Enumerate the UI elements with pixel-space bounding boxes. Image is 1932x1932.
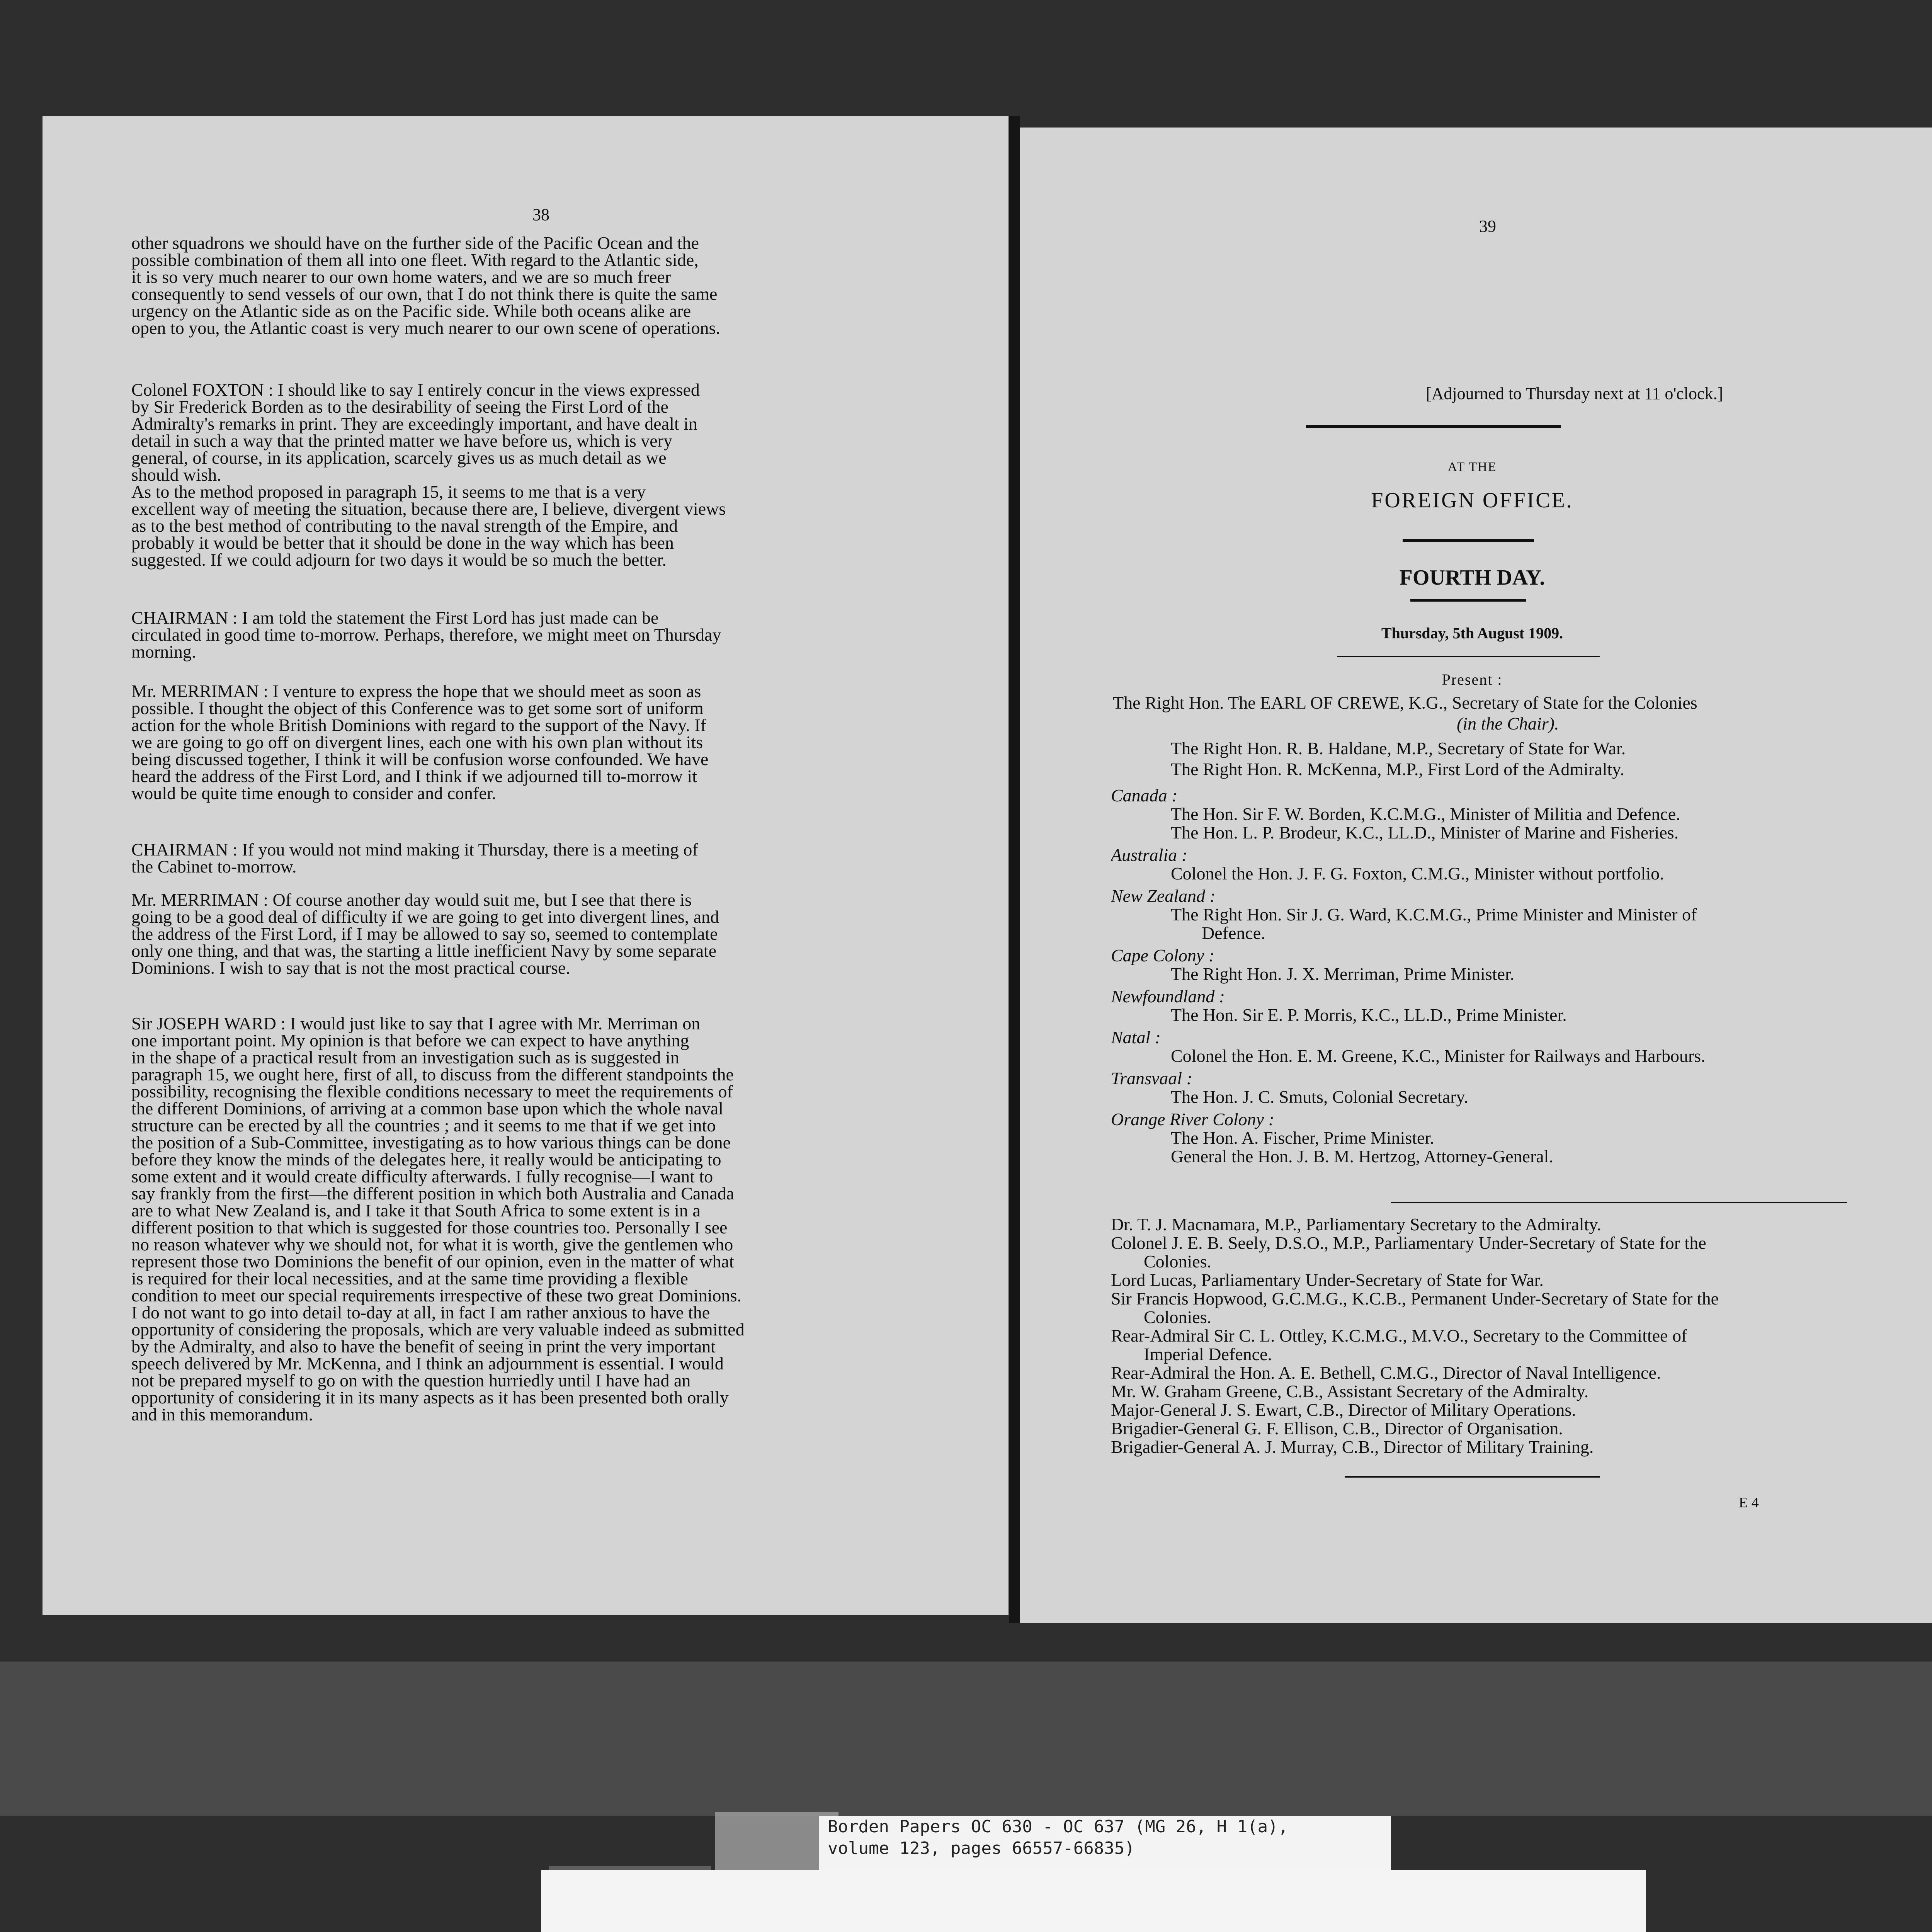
text-line: by the Admiralty, and also to have the benefit of seeing in print the very important	[131, 1337, 716, 1356]
text-line: the Cabinet to-morrow.	[131, 857, 297, 876]
text-line: paragraph 15, we ought here, first of all, to discuss from the different standpoints the	[131, 1065, 734, 1084]
text-line: as to the best method of contributing to the naval strength of the Empire, and	[131, 516, 678, 536]
text-line: The Right Hon. J. X. Merriman, Prime Minister.	[1171, 964, 1515, 984]
venue-heading: FOREIGN OFFICE.	[1371, 488, 1573, 512]
text-line: only one thing, and that was, the starting a little inefficient Navy by some separate	[131, 941, 717, 961]
text-line: Colonel J. E. B. Seely, D.S.O., M.P., Parliamentary Under-Secretary of State for the	[1111, 1233, 1706, 1253]
text-line: Mr. MERRIMAN : I venture to express the hope that we should meet as soon as	[131, 681, 701, 701]
text-line: I do not want to go into detail to-day at all, in fact I am rather anxious to have the	[131, 1303, 710, 1322]
text-line: Mr. W. Graham Greene, C.B., Assistant Secretary of the Admiralty.	[1111, 1381, 1589, 1401]
text-line: Dominions. I wish to say that is not the most practical course.	[131, 958, 570, 978]
text-line: Rear-Admiral the Hon. A. E. Bethell, C.M.G., Director of Naval Intelligence.	[1111, 1363, 1661, 1383]
text-line: Australia :	[1111, 845, 1188, 865]
text-line: Colonies.	[1144, 1307, 1212, 1327]
text-line: Colonel the Hon. J. F. G. Foxton, C.M.G., Minister without portfolio.	[1171, 864, 1664, 883]
text-line: The Hon. Sir F. W. Borden, K.C.M.G., Minister of Militia and Defence.	[1171, 804, 1680, 824]
text-line: by Sir Frederick Borden as to the desirability of seeing the First Lord of the	[131, 397, 668, 417]
text-line: Dr. T. J. Macnamara, M.P., Parliamentary Secretary to the Admiralty.	[1111, 1214, 1601, 1234]
text-line: the different Dominions, of arriving at a common base upon which the whole naval	[131, 1099, 724, 1118]
text-line: CHAIRMAN : If you would not mind making it Thursday, there is a meeting of	[131, 840, 698, 859]
text-line: some extent and it would create difficulty afterwards. I fully recognise—I want to	[131, 1167, 713, 1186]
text-line: morning.	[131, 642, 196, 662]
text-line: action for the whole British Dominions with regard to the support of the Navy. If	[131, 715, 706, 735]
text-line: Brigadier-General A. J. Murray, C.B., Director of Military Training.	[1111, 1437, 1594, 1457]
text-line: Natal :	[1111, 1027, 1161, 1047]
page-number: 39	[1479, 217, 1496, 236]
text-line: Colonel the Hon. E. M. Greene, K.C., Minister for Railways and Harbours.	[1171, 1046, 1706, 1066]
text-line: the position of a Sub-Committee, investigating as to how various things can be done	[131, 1133, 731, 1152]
text-line: possibility, recognising the flexible conditions necessary to meet the requirements of	[131, 1082, 733, 1101]
text-line: urgency on the Atlantic side as on the Pacific side. While both oceans alike are	[131, 301, 691, 321]
text-line: Rear-Admiral Sir C. L. Ottley, K.C.M.G., M.V.O., Secretary to the Committee of	[1111, 1326, 1687, 1345]
text-line: possible combination of them all into one fleet. With regard to the Atlantic side,	[131, 250, 699, 270]
text-line: one important point. My opinion is that before we can expect to have anything	[131, 1031, 689, 1050]
text-line: General the Hon. J. B. M. Hertzog, Attorney-General.	[1171, 1146, 1553, 1166]
background-band	[0, 1662, 1932, 1816]
text-line: Sir Francis Hopwood, G.C.M.G., K.C.B., Permanent Under-Secretary of State for the	[1111, 1289, 1719, 1308]
chair-line: (in the Chair).	[1457, 714, 1559, 733]
text-line: speech delivered by Mr. McKenna, and I think an adjournment is essential. I would	[131, 1354, 724, 1373]
text-line: Canada :	[1111, 786, 1178, 805]
text-line: The Hon. J. C. Smuts, Colonial Secretary.	[1171, 1087, 1468, 1107]
divider	[1403, 539, 1534, 542]
divider	[1306, 425, 1561, 428]
text-line: opportunity of considering the proposals, which are very valuable indeed as submitted	[131, 1320, 745, 1339]
text-line: As to the method proposed in paragraph 15, it seems to me that is a very	[131, 482, 646, 502]
text-line: opportunity of considering it in its many aspects as it has been presented both orally	[131, 1388, 729, 1407]
text-line: no reason whatever why we should not, for what it is worth, give the gentlemen who	[131, 1235, 733, 1254]
text-line: probably it would be better that it should be done in the way which has been	[131, 533, 674, 553]
text-line: other squadrons we should have on the further side of the Pacific Ocean and the	[131, 233, 699, 253]
meeting-date: Thursday, 5th August 1909.	[1381, 624, 1563, 642]
text-line: condition to meet our special requirements irrespective of these two great Dominions.	[131, 1286, 742, 1305]
text-line: Lord Lucas, Parliamentary Under-Secretary of State for War.	[1111, 1270, 1544, 1290]
text-line: heard the address of the First Lord, and I think if we adjourned till to-morrow it	[131, 766, 697, 786]
text-line: before they know the minds of the delegates here, it really would be anticipating to	[131, 1150, 721, 1169]
archive-reference-line: Borden Papers OC 630 - OC 637 (MG 26, H 1(a),	[828, 1817, 1289, 1837]
page-number: 38	[532, 205, 549, 224]
text-line: not be prepared myself to go on with the question hurriedly until I have had an	[131, 1371, 691, 1390]
text-line: going to be a good deal of difficulty if we are going to get into divergent lines, and	[131, 907, 719, 927]
text-line: Brigadier-General G. F. Ellison, C.B., Director of Organisation.	[1111, 1418, 1563, 1438]
minister-line: The Right Hon. R. B. Haldane, M.P., Secretary of State for War.	[1171, 738, 1626, 758]
text-line: would be quite time enough to consider and confer.	[131, 783, 497, 803]
text-line: Newfoundland :	[1111, 986, 1225, 1006]
text-line: represent those two Dominions the benefit of our opinion, even in the matter of what	[131, 1252, 734, 1271]
divider	[1410, 599, 1526, 602]
binding-gutter	[1009, 116, 1020, 1623]
archive-reference-line: volume 123, pages 66557-66835)	[828, 1838, 1135, 1858]
text-line: consequently to send vessels of our own, that I do not think there is quite the same	[131, 284, 718, 304]
text-line: in the shape of a practical result from an investigation such as is suggested in	[131, 1048, 679, 1067]
text-line: Colonel FOXTON : I should like to say I entirely concur in the views expressed	[131, 380, 700, 400]
text-line: it is so very much nearer to our own home waters, and we are so much freer	[131, 267, 671, 287]
text-line: suggested. If we could adjourn for two days it would be so much the better.	[131, 550, 667, 570]
text-line: and in this memorandum.	[131, 1405, 313, 1424]
signature-mark: E 4	[1739, 1495, 1759, 1511]
text-line: Orange River Colony :	[1111, 1109, 1274, 1129]
text-line: Transvaal :	[1111, 1068, 1192, 1088]
text-line: being discussed together, I think it will be confusion worse confounded. We have	[131, 749, 709, 769]
text-line: Defence.	[1202, 923, 1265, 943]
text-line: structure can be erected by all the countries ; and it seems to me that if we get into	[131, 1116, 716, 1135]
left-page	[43, 116, 1009, 1615]
day-heading: FOURTH DAY.	[1399, 566, 1545, 590]
divider	[1337, 656, 1600, 657]
divider	[1345, 1476, 1600, 1478]
chair-line: The Right Hon. The EARL OF CREWE, K.G., Secretary of State for the Colonies	[1113, 693, 1697, 713]
text-line: is required for their local necessities, and at the same time providing a flexible	[131, 1269, 688, 1288]
text-line: open to you, the Atlantic coast is very much nearer to our own scene of operations.	[131, 318, 720, 338]
text-line: The Hon. A. Fischer, Prime Minister.	[1171, 1128, 1434, 1148]
minister-line: The Right Hon. R. McKenna, M.P., First Lord of the Admiralty.	[1171, 759, 1624, 779]
text-line: the address of the First Lord, if I may be allowed to say so, seemed to contemplate	[131, 924, 718, 944]
text-line: say frankly from the first—the different position in which both Australia and Canada	[131, 1184, 735, 1203]
text-line: Colonies.	[1144, 1252, 1212, 1271]
text-line: circulated in good time to-morrow. Perhaps, therefore, we might meet on Thursday	[131, 625, 721, 645]
text-line: New Zealand :	[1111, 886, 1216, 906]
text-line: Cape Colony :	[1111, 946, 1215, 965]
present-label: Present :	[1442, 671, 1503, 688]
text-line: CHAIRMAN : I am told the statement the First Lord has just made can be	[131, 608, 659, 628]
text-line: The Hon. L. P. Brodeur, K.C., LL.D., Minister of Marine and Fisheries.	[1171, 823, 1679, 842]
text-line: Major-General J. S. Ewart, C.B., Director of Military Operations.	[1111, 1400, 1576, 1420]
text-line: detail in such a way that the printed matter we have before us, which is very	[131, 431, 672, 451]
archive-card	[541, 1870, 1646, 1932]
text-line: general, of course, in its application, scarcely gives us as much detail as we	[131, 448, 667, 468]
text-line: The Right Hon. Sir J. G. Ward, K.C.M.G., Prime Minister and Minister of	[1171, 905, 1697, 924]
text-line: possible. I thought the object of this Conference was to get some sort of uniform	[131, 698, 704, 718]
text-line: Sir JOSEPH WARD : I would just like to say that I agree with Mr. Merriman on	[131, 1014, 701, 1033]
text-line: Imperial Defence.	[1144, 1344, 1272, 1364]
text-line: excellent way of meeting the situation, because there are, I believe, divergent views	[131, 499, 726, 519]
right-page	[1020, 128, 1932, 1623]
text-line: we are going to go off on divergent lines, each one with his own plan without its	[131, 732, 703, 752]
adjourned-note: [Adjourned to Thursday next at 11 o'clock.]	[1426, 384, 1723, 403]
text-line: are to what New Zealand is, and I take it that South Africa to some extent is in a	[131, 1201, 701, 1220]
text-line: Mr. MERRIMAN : Of course another day would suit me, but I see that there is	[131, 890, 692, 910]
text-line: The Hon. Sir E. P. Morris, K.C., LL.D., Prime Minister.	[1171, 1005, 1567, 1025]
divider	[1391, 1202, 1847, 1203]
text-line: different position to that which is suggested for those countries too. Personally I see	[131, 1218, 728, 1237]
text-line: Admiralty's remarks in print. They are exceedingly important, and have dealt in	[131, 414, 697, 434]
text-line: should wish.	[131, 465, 221, 485]
at-the-label: AT THE	[1447, 460, 1497, 474]
